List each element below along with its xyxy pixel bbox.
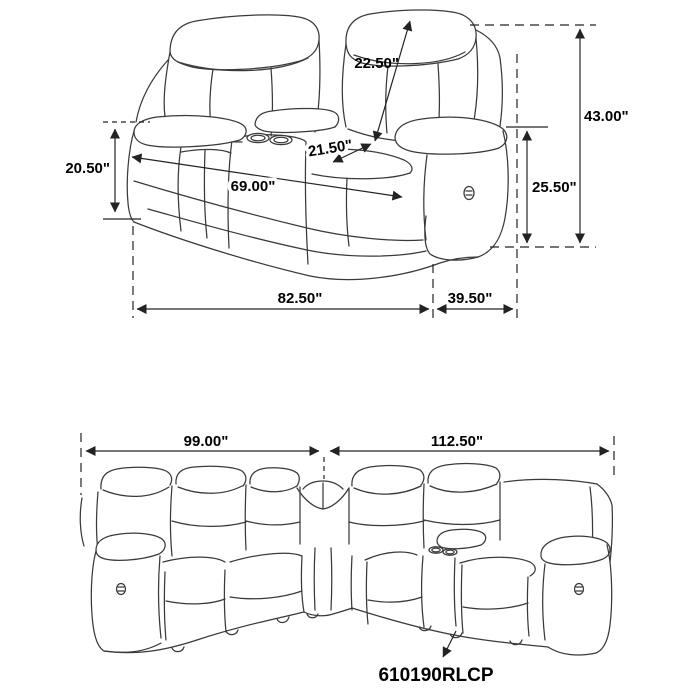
seat-depth-label: 21.50" (306, 136, 354, 161)
dim-back-cushion-height (354, 21, 410, 141)
sectional-left-arm (91, 533, 165, 652)
sectional-console (422, 529, 486, 627)
product-code-label: 610190RLCP (378, 665, 494, 686)
power-button-icon (117, 584, 126, 595)
sectional-dimensions (81, 433, 614, 686)
sectional-drawing (80, 464, 612, 655)
loveseat-right-arm (395, 117, 508, 260)
overall-height-label: 43.00" (584, 108, 629, 125)
arm-height-label: 20.50" (65, 160, 110, 177)
dim-seat-width (132, 157, 402, 197)
power-button-icon (464, 187, 474, 200)
overall-width-label: 82.50" (277, 290, 323, 307)
dim-seat-depth (307, 137, 371, 162)
back-cushion-height-label: 22.50" (354, 55, 399, 72)
loveseat-seats (181, 149, 412, 179)
power-button-icon (575, 584, 584, 595)
right-section-width-label: 112.50" (430, 433, 484, 450)
sectional-right-arm (541, 536, 612, 655)
left-section-width-label: 99.00" (183, 433, 229, 450)
overall-depth-label: 39.50" (447, 290, 493, 307)
sectional-seats-front (104, 548, 548, 653)
dim-right-section-width (324, 433, 614, 480)
dim-left-section-width (81, 433, 319, 495)
loveseat-dimensions (65, 21, 628, 318)
seat-width-label: 69.00" (230, 178, 276, 195)
floor-to-arm-top-label: 25.50" (532, 179, 577, 196)
